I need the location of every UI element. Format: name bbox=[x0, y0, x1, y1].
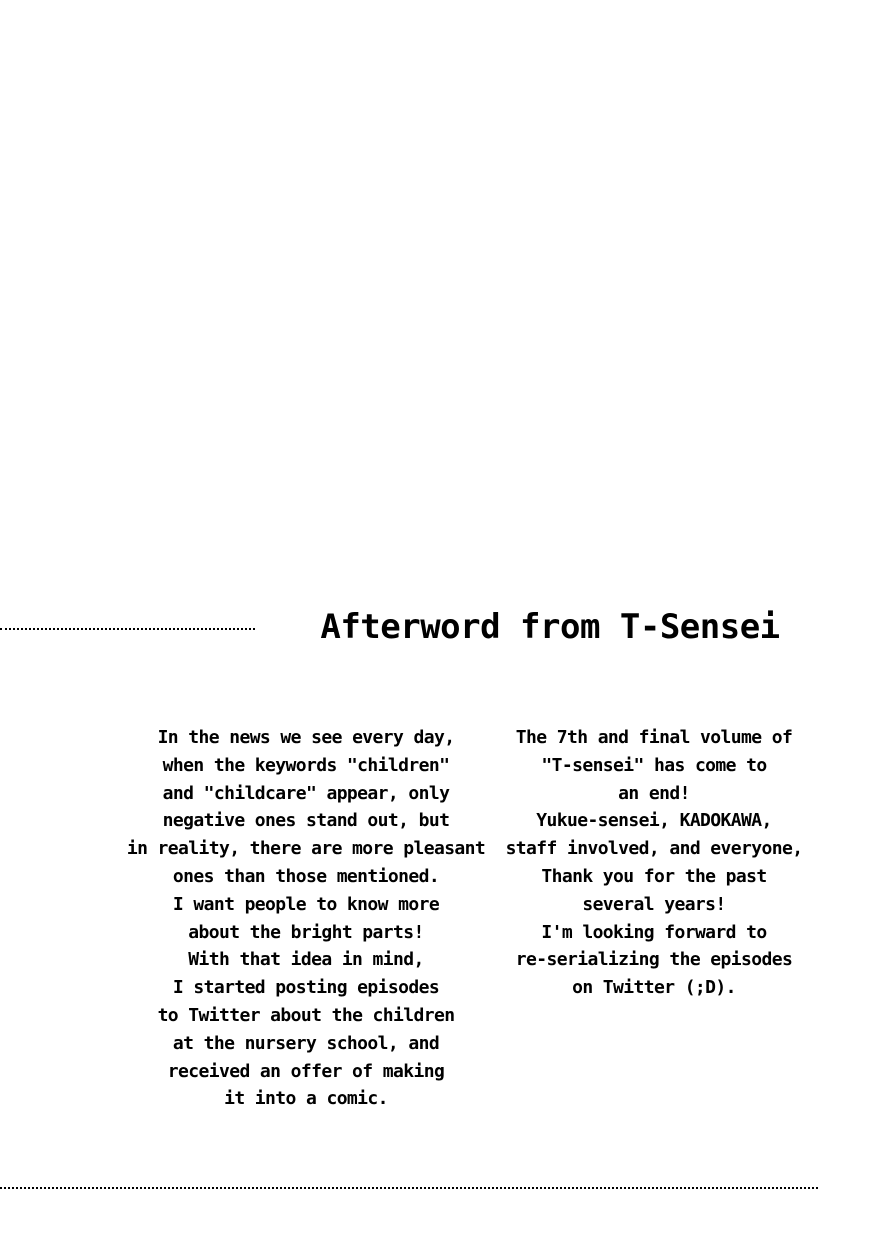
text-line: to Twitter about the children bbox=[157, 1004, 455, 1026]
text-line: The 7th and final volume of bbox=[515, 727, 793, 748]
text-line: staff involved, and everyone, bbox=[505, 838, 803, 860]
text-line: Thank you for the past bbox=[541, 865, 767, 887]
text-line: negative ones stand out, but bbox=[162, 810, 450, 832]
text-line: an end! bbox=[618, 782, 690, 804]
text-line: it into a comic. bbox=[224, 1088, 388, 1110]
text-line: when the keywords "children" bbox=[162, 754, 450, 776]
text-line: received an offer of making bbox=[167, 1060, 445, 1082]
text-line: on Twitter (;D). bbox=[572, 977, 736, 999]
afterword-left-column bbox=[116, 724, 496, 1113]
text-line: in reality, there are more pleasant bbox=[126, 838, 486, 860]
page-title: Afterword from T-Sensei bbox=[320, 607, 780, 647]
text-line: ones than those mentioned. bbox=[172, 865, 440, 887]
text-line: With that idea in mind, bbox=[188, 949, 424, 971]
text-line: I want people to know more bbox=[172, 893, 440, 915]
text-line: Yukue-sensei, KADOKAWA, bbox=[536, 810, 772, 832]
text-line: In the news we see every day, bbox=[157, 727, 455, 748]
text-line: about the bright parts! bbox=[188, 921, 424, 943]
text-line: at the nursery school, and bbox=[172, 1032, 440, 1054]
text-line: re-serializing the episodes bbox=[515, 949, 793, 971]
dotted-divider-top bbox=[0, 628, 255, 630]
afterword-right-column bbox=[494, 724, 814, 1002]
text-line: and "childcare" appear, only bbox=[162, 782, 450, 804]
dotted-divider-bottom bbox=[0, 1187, 818, 1189]
text-line: I started posting episodes bbox=[172, 977, 440, 999]
text-line: I'm looking forward to bbox=[541, 921, 767, 943]
text-line: several years! bbox=[582, 893, 726, 915]
text-line: "T-sensei" has come to bbox=[541, 754, 767, 776]
